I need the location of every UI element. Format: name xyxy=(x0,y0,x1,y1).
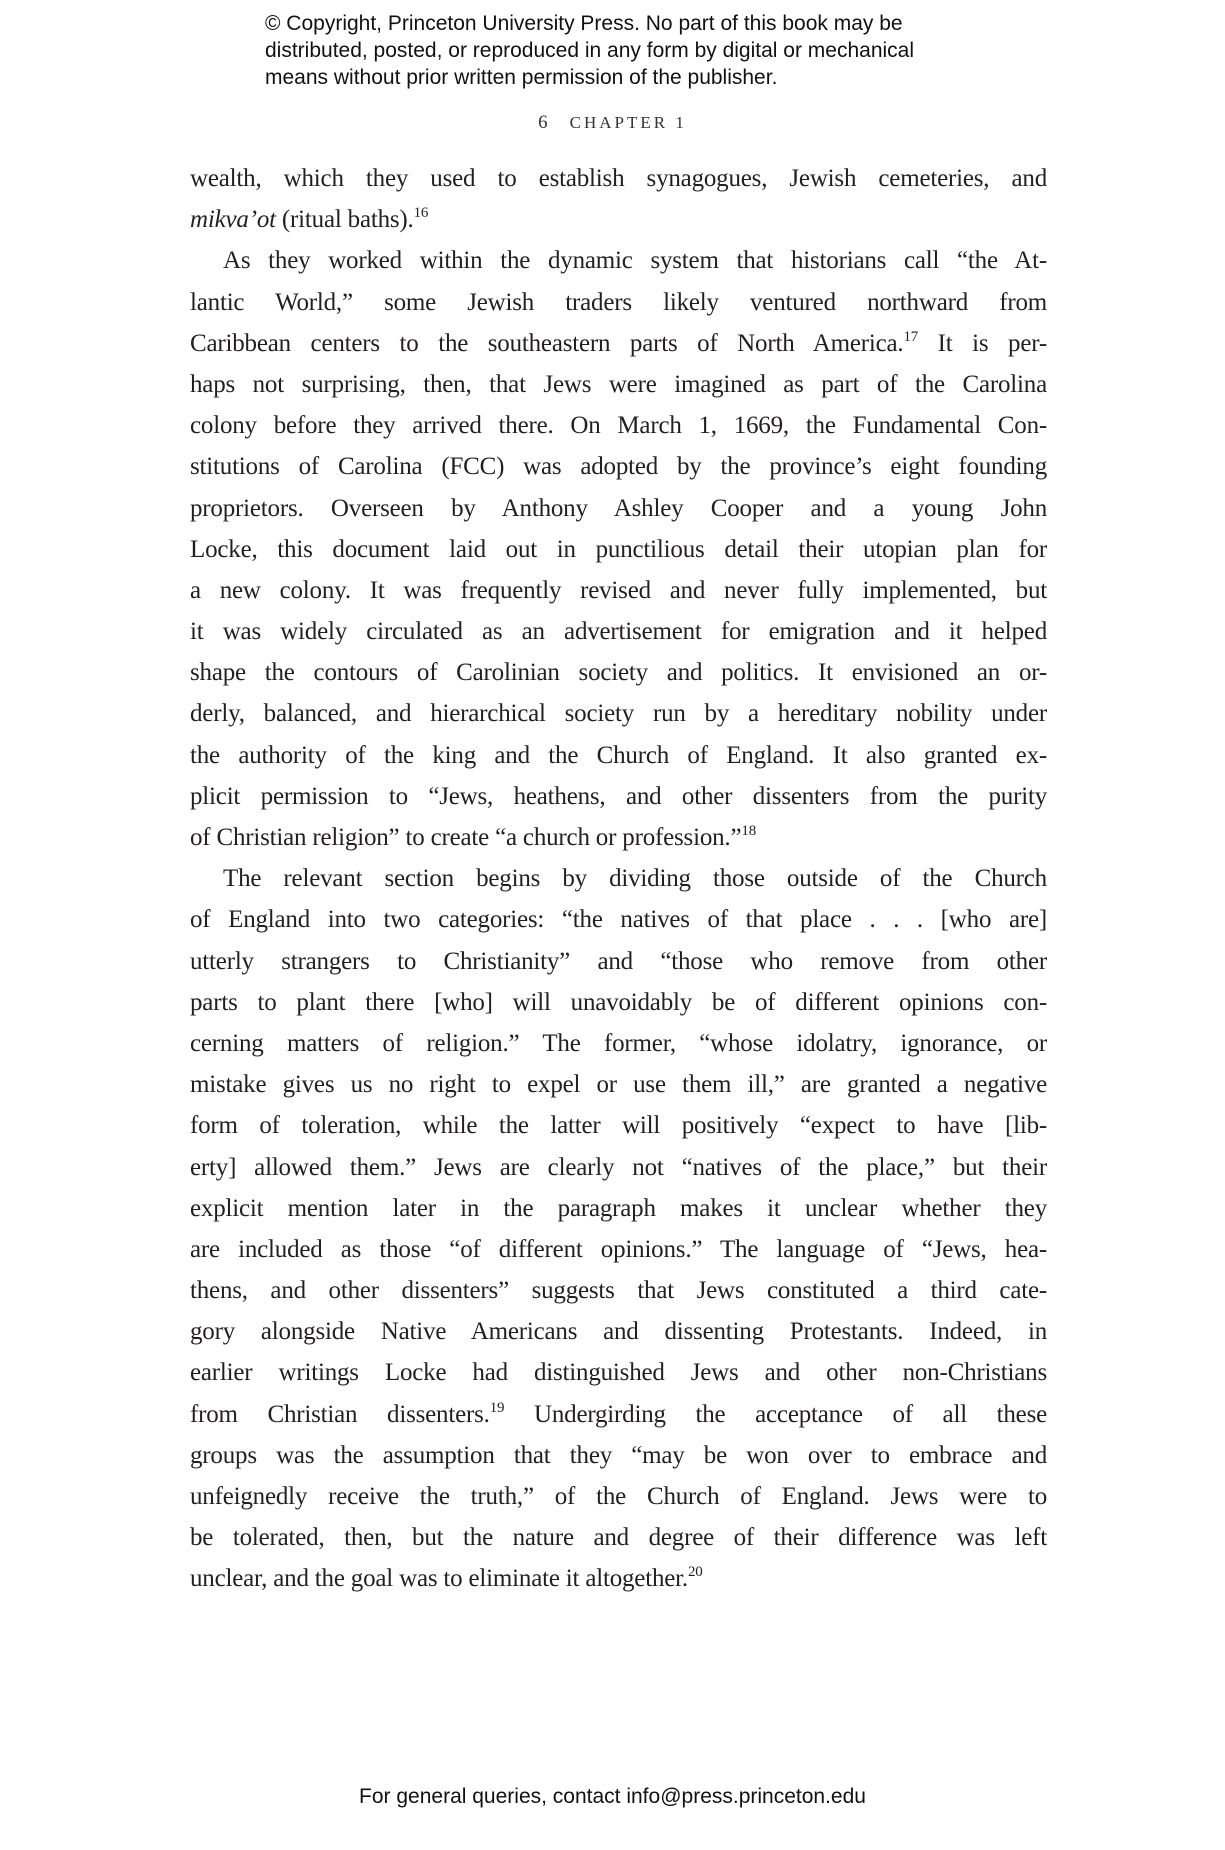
chapter-label: CHAPTER 1 xyxy=(569,113,687,132)
text-run: It is per- xyxy=(918,329,1047,357)
text-line xyxy=(190,1270,1047,1311)
text-run: a new colony. It was frequently revised and never fully implemented, but xyxy=(190,576,1047,604)
text-line xyxy=(190,1023,1047,1064)
copyright-notice xyxy=(265,10,914,91)
text-run: derly, balanced, and hierarchical society run by a hereditary nobility under xyxy=(190,700,1047,728)
text-line xyxy=(190,282,1047,323)
text-line xyxy=(190,488,1047,529)
text-line xyxy=(190,693,1047,734)
text-line xyxy=(190,364,1047,405)
text-run: mistake gives us no right to expel or use them ill,” are granted a negative xyxy=(190,1071,1047,1099)
copyright-line: distributed, posted, or reproduced in any form by digital or mechanical xyxy=(265,39,915,62)
text-run: unclear, and the goal was to eliminate it altogether. xyxy=(190,1565,688,1593)
text-run: unfeignedly receive the truth,” of the Church of England. Jews were to xyxy=(190,1483,1047,1510)
copyright-line: © Copyright, Princeton University Press. No part of this book may be xyxy=(265,12,903,35)
text-run: lantic World,” some Jewish traders likely ventured northward from xyxy=(190,288,1047,316)
text-run: are included as those “of different opinions.” The language of “Jews, hea- xyxy=(190,1235,1047,1263)
text-run: of Christian religion” to create “a church or profession.” xyxy=(190,824,742,851)
text-run: plicit permission to “Jews, heathens, and other dissenters from the purity xyxy=(190,782,1047,810)
text-run: haps not surprising, then, that Jews were imagined as part of the Carolina xyxy=(190,370,1047,398)
text-line xyxy=(190,158,1047,199)
text-run: shape the contours of Carolinian society and politics. It envisioned an or- xyxy=(190,659,1047,687)
text-line xyxy=(190,776,1047,817)
text-line xyxy=(190,1105,1047,1146)
text-line xyxy=(190,941,1047,982)
text-line xyxy=(190,858,1047,899)
text-run: The relevant section begins by dividing those outside of the Church xyxy=(223,865,1047,893)
text-run: proprietors. Overseen by Anthony Ashley Cooper and a young John xyxy=(190,494,1047,522)
text-line xyxy=(190,199,1047,240)
text-run: colony before they arrived there. On March 1, 1669, the Fundamental Con- xyxy=(190,412,1047,440)
text-line xyxy=(190,1352,1047,1393)
text-line xyxy=(190,323,1047,364)
text-line xyxy=(190,1476,1047,1517)
text-run: gory alongside Native Americans and dissenting Protestants. Indeed, in xyxy=(190,1318,1047,1346)
copyright-line: means without prior written permission of the publisher. xyxy=(265,66,778,89)
footnote-marker: 19 xyxy=(489,1399,505,1416)
text-line xyxy=(190,1517,1047,1558)
text-run: form of toleration, while the latter will positively “expect to have [lib- xyxy=(190,1112,1047,1140)
text-line xyxy=(190,899,1047,940)
footnote-marker: 17 xyxy=(903,328,919,345)
page-number: 6 xyxy=(538,112,548,133)
text-line xyxy=(190,817,1047,858)
footer-contact: For general queries, contact info@press.princeton.edu xyxy=(359,1785,866,1808)
text-line xyxy=(190,1435,1047,1476)
text-run: mikva’ot xyxy=(190,206,276,234)
paragraph xyxy=(190,158,1047,240)
text-run: groups was the assumption that they “may be won over to embrace and xyxy=(190,1441,1047,1469)
text-line xyxy=(190,240,1047,281)
text-line xyxy=(190,405,1047,446)
text-run: Locke, this document laid out in punctilious detail their utopian plan for xyxy=(190,535,1047,563)
text-run: explicit mention later in the paragraph makes it unclear whether they xyxy=(190,1194,1047,1222)
text-run: utterly strangers to Christianity” and “those who remove from other xyxy=(190,947,1047,975)
text-run: Undergirding the acceptance of all these xyxy=(504,1400,1047,1428)
text-run: from Christian dissenters. xyxy=(190,1400,490,1428)
paragraph xyxy=(190,240,1047,858)
text-line xyxy=(190,446,1047,487)
text-run: cerning matters of religion.” The former, “whose idolatry, ignorance, or xyxy=(190,1029,1047,1057)
text-run: As they worked within the dynamic system that historians call “the At- xyxy=(223,247,1047,275)
text-line xyxy=(190,1188,1047,1229)
text-run: of England into two categories: “the natives of that place . . . [who are] xyxy=(190,906,1047,934)
body-text xyxy=(190,158,1047,1600)
text-line xyxy=(190,652,1047,693)
text-line xyxy=(190,611,1047,652)
text-line xyxy=(190,570,1047,611)
footnote-marker: 20 xyxy=(687,1564,703,1581)
running-head xyxy=(0,112,1225,134)
text-run: thens, and other dissenters” suggests that Jews constituted a third cate- xyxy=(190,1277,1047,1305)
text-line xyxy=(190,529,1047,570)
text-line xyxy=(190,1064,1047,1105)
text-line xyxy=(190,1558,1047,1599)
text-run: it was widely circulated as an advertisement for emigration and it helped xyxy=(190,618,1047,646)
text-run: stitutions of Carolina (FCC) was adopted by the province’s eight founding xyxy=(190,453,1047,481)
text-run: (ritual baths). xyxy=(275,206,414,234)
text-line xyxy=(190,735,1047,776)
text-run: parts to plant there [who] will unavoidably be of different opinions con- xyxy=(190,988,1047,1016)
text-run: earlier writings Locke had distinguished Jews and other non-Christians xyxy=(190,1359,1047,1387)
text-run: the authority of the king and the Church of England. It also granted ex- xyxy=(190,741,1047,769)
text-line xyxy=(190,982,1047,1023)
text-run: be tolerated, then, but the nature and degree of their difference was left xyxy=(190,1524,1047,1552)
text-run: wealth, which they used to establish synagogues, Jewish cemeteries, and xyxy=(190,165,1047,192)
footnote-marker: 16 xyxy=(413,205,429,222)
paragraph xyxy=(190,858,1047,1599)
text-line xyxy=(190,1311,1047,1352)
text-run: erty] allowed them.” Jews are clearly not “natives of the place,” but their xyxy=(190,1153,1047,1181)
text-run: Caribbean centers to the southeastern parts of North America. xyxy=(190,329,904,357)
text-line xyxy=(190,1147,1047,1188)
text-line xyxy=(190,1229,1047,1270)
text-line xyxy=(190,1394,1047,1435)
footnote-marker: 18 xyxy=(741,823,756,839)
